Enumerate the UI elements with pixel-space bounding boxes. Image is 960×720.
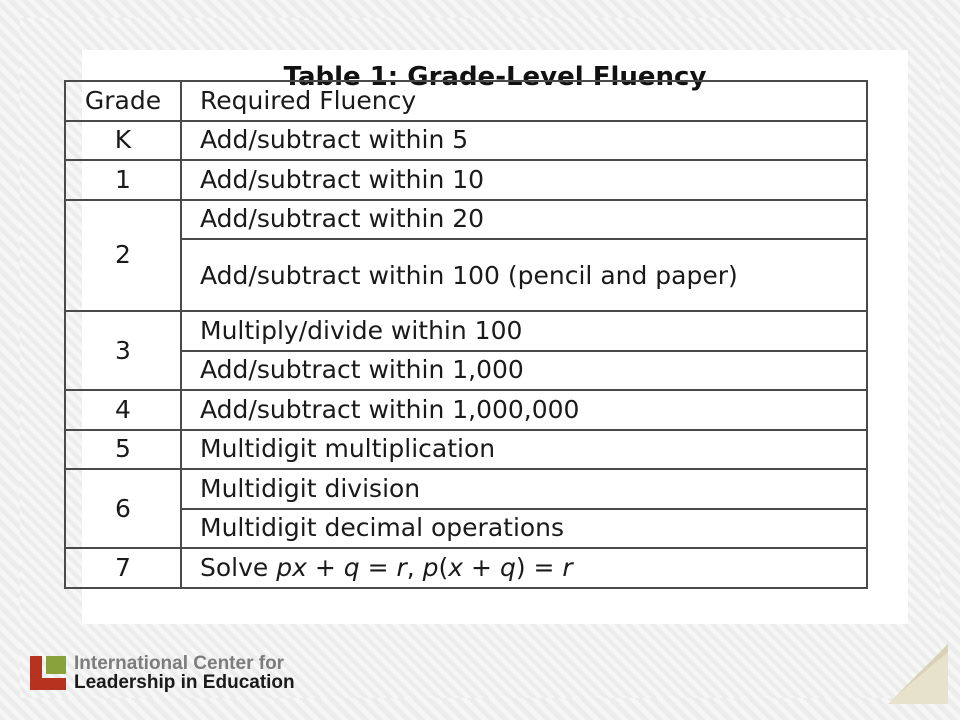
fluency-cell: Add/subtract within 1,000 [181, 351, 867, 391]
header-required-fluency: Required Fluency [181, 81, 867, 121]
equation-op: ) = [515, 552, 563, 582]
equation-sep: , [406, 552, 423, 582]
logo-line-1: International Center for [74, 653, 285, 674]
equation-op: + [463, 552, 500, 582]
fluency-cell: Add/subtract within 5 [181, 121, 867, 161]
table-row [65, 390, 867, 430]
equation-op: + [306, 552, 344, 582]
equation-var: px [276, 552, 307, 582]
grade-cell: 2 [65, 200, 181, 312]
grade-cell: 6 [65, 469, 181, 548]
equation-var: x [448, 552, 464, 582]
equation-var: r [396, 552, 407, 582]
logo-line-2: Leadership in Education [74, 672, 295, 693]
grade-cell: 3 [65, 311, 181, 390]
table-title: Table 1: Grade-Level Fluency [283, 62, 707, 92]
fluency-cell-equation [181, 548, 867, 588]
fluency-cell: Add/subtract within 10 [181, 160, 867, 200]
equation-op: ( [438, 552, 449, 582]
fluency-cell: Add/subtract within 20 [181, 200, 867, 240]
logo-mark-icon [30, 656, 66, 690]
grade-cell: 4 [65, 390, 181, 430]
equation-prefix: Solve [200, 552, 277, 582]
fluency-cell: Multiply/divide within 100 [181, 311, 867, 351]
grade-cell: K [65, 121, 181, 161]
table-header-row [65, 81, 867, 121]
fluency-cell: Multidigit division [181, 469, 867, 509]
grade-cell: 1 [65, 160, 181, 200]
fluency-cell: Add/subtract within 1,000,000 [181, 390, 867, 430]
grade-cell: 7 [65, 548, 181, 588]
table-row [65, 239, 867, 311]
table-row [65, 351, 867, 391]
table-row [65, 311, 867, 351]
equation-var: p [422, 552, 439, 582]
organization-logo [30, 654, 320, 694]
equation-var: q [499, 552, 516, 582]
fluency-cell: Add/subtract within 100 (pencil and paper) [181, 239, 867, 311]
table-row [65, 200, 867, 240]
table-row [65, 548, 867, 588]
logo-text [74, 654, 295, 692]
table-row [65, 469, 867, 509]
equation-var: r [562, 552, 573, 582]
fluency-cell: Multidigit multiplication [181, 430, 867, 470]
table-row [65, 430, 867, 470]
table-row [65, 509, 867, 549]
equation-op: = [359, 552, 397, 582]
table-row [65, 121, 867, 161]
fluency-cell: Multidigit decimal operations [181, 509, 867, 549]
equation-var: q [343, 552, 360, 582]
table-row [65, 160, 867, 200]
fluency-table [64, 80, 868, 589]
page-corner-fold-icon [888, 644, 948, 704]
grade-cell: 5 [65, 430, 181, 470]
header-grade: Grade [65, 81, 181, 121]
slide-frame [20, 18, 940, 698]
